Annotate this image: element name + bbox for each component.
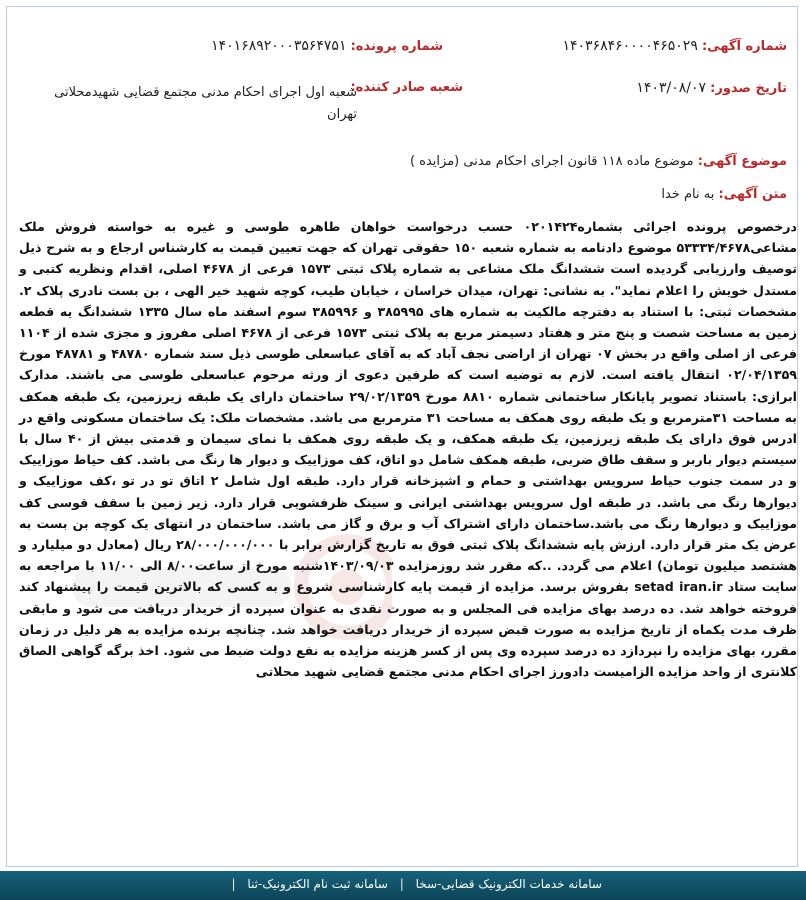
text-field — [661, 187, 787, 202]
issue-date-field — [636, 80, 787, 96]
file-number-field — [211, 38, 443, 54]
issuer-label-wrap — [350, 80, 463, 95]
text-value: به نام خدا — [661, 187, 715, 202]
file-number-value: ۱۴۰۱۶۸۹۲۰۰۰۳۵۶۴۷۵۱ — [211, 38, 347, 54]
footer-separator-trailing: | — [231, 877, 236, 891]
notice-number-value: ۱۴۰۳۶۸۴۶۰۰۰۰۴۶۵۰۲۹ — [562, 38, 698, 54]
notice-frame — [6, 6, 798, 867]
subject-value: موضوع ماده ۱۱۸ قانون اجرای احکام مدنی (مزایده ) — [409, 154, 694, 169]
notice-number-label: شماره آگهی: — [701, 39, 787, 54]
subject-label: موضوع آگهی: — [697, 154, 787, 169]
footer-separator: | — [399, 877, 404, 891]
subject-field — [410, 154, 787, 169]
notice-body: درخصوص پرونده اجرائی بشماره۰۲۰۱۴۲۴ حسب درخواست خواهان طاهره طوسی و غیره به خواسته فروش ملک مشاعی۵۳۳۳۴/۴۶۷۸ موضوع دادنامه به شماره شعبه ۱۵۰ حقوقی تهران که جهت تعیین قیمت به کارشناس ارجاع و به شرح ذیل توصیف وارزیابی گردیده است ششدانگ ملک مشاعی به شماره پلاک ثبتی ۱۵۷۳ فرعی از ۴۶۷۸ اصلی، اقدام ونظریه کتبی و مستدل خویش را اعلام نماید". به نشانی: تهران، میدان خراسان ، خیابان طیب، کوچه شهید خیر الهی ، بن بست نادری پلاک ۲. مشخصات ثبتی: با استناد به دفترچه مالکیت به شماره های ۳۸۵۹۹۵ و ۳۸۵۹۹۶ سوم اسفند ماه سال ۱۳۳۵ ششدانگ یه قطعه زمین به مساحت شصت و پنج متر و هفتاد دسیمتر مربع به پلاک ثبتی ۱۵۷۳ فرعی از ۴۶۷۸ اصلی مفروز و مجزی شده از ۱۱۰۴ فرعی از اصلی واقع در بخش ۰۷ تهران از اراضی نجف آباد که به آقای عباسعلی طوسی ذیل سند شماره ۴۸۷۸۰ و ۴۸۷۸۱ مورخ ۰۲/۰۴/۱۳۵۹ انتقال یافته است. لازم به توضیه است که طرفین دعوی از ورثه مرحوم عباسعلی طوسی می باشند. مدارک ابرازی: باستناد تصویر پایانکار ساختمانی شماره ۸۸۱۰ مورخ ۲۹/۰۲/۱۳۵۹ ساختمان دارای یک طبقه زیرزمین، یک طبقه همکف به مساحت ۳۱مترمربع و یک طبقه روی همکف به مساحت ۳۱ مترمربع می باشد. مشخصات ملک: یک ساختمان مسکونی واقع در ادرس فوق دارای یک طبقه زیرزمین، یک طبقه همکف، و یک طبقه روی همکف با نمای سیمان و قدمتی بیش از ۴۰ سال با سیستم دیوار باربر و سقف طاق ضربی، طبقه همکف شامل دو اتاق، کف موزاییک و دیوار ها رنگ می باشد. کف حیاط موزاییک و در سمت جنوب حیاط سرویس بهداشتی و حمام و اشپزخانه قرار دارد. طبقه اول شامل ۲ اتاق تو در تو ،کف موزاییک و دیوارها رنگ می باشد. در طبقه اول سرویس بهداشتی ایرانی و سینک ظرفشویی قرار دارد. زیر زمین با سقف قوسی کف موزاییک و دیوارها رنگ می باشد.ساختمان دارای اشتراک آب و برق و گاز می باشد. ساختمان در انتهای یک کوچه بن بست به عرض یک متر قرار دارد. ارزش پایه ششدانگ پلاک ثبتی فوق به تاریخ گزارش برابر با ۲۸/۰۰۰/۰۰۰/۰۰۰ ریال (معادل دو میلیارد و هشتصد میلیون تومان) اعلام می گردد. ..که مقرر شد روزمزایده ۱۴۰۳/۰۹/۰۳شنبه مورخ از ساعت۸/۰۰ الی ۱۱/۰۰ با مراجعه به سایت ستاد setad iran.ir بفروش برسد. مزایده از قیمت پایه کارشناسی شروع و به کسی که بالاترین قیمت را پیشنهاد کند فروخته خواهد شد. ده درصد بهای مزایده فی المجلس و به صورت نقدی به عنوان سپرده از خریدار دریافت می شود و مابقی ظرف مدت یکماه از تاریخ مزایده به صورت قبض سپرده از خریدار دریافت خواهد شد. چنانچه برنده مزایده به هر دلیل در زمان مقرر، بهای مزایده را نپردازد ده درصد سپرده وی پس از کسر هزینه مزایده به نفع دولت ضبط می شود. اخذ برگه گواهی الصاق کلانتری از واحد مزایده الزامیست دادورز اجرای احکام مدنی مجتمع قضایی شهید محلاتی — [19, 219, 798, 680]
footer-link-sakha[interactable]: سامانه خدمات الکترونیک قضایی-سخا — [415, 877, 602, 891]
issuer-label: شعبه صادر کننده: — [350, 80, 463, 95]
file-number-label: شماره پرونده: — [350, 39, 443, 54]
issue-date-value: ۱۴۰۳/۰۸/۰۷ — [636, 80, 706, 96]
issuer-value: شعبه اول اجرای احکام مدنی مجتمع قضایی شهیدمحلاتی تهران — [54, 85, 357, 122]
text-label: متن آگهی: — [718, 187, 787, 202]
footer-links — [228, 877, 606, 891]
notice-number-field — [562, 38, 787, 54]
footer-link-sana[interactable]: سامانه ثبت نام الکترونیک-ثنا — [247, 877, 388, 891]
issue-date-label: تاریخ صدور: — [710, 81, 787, 96]
footer-bar — [0, 871, 806, 900]
